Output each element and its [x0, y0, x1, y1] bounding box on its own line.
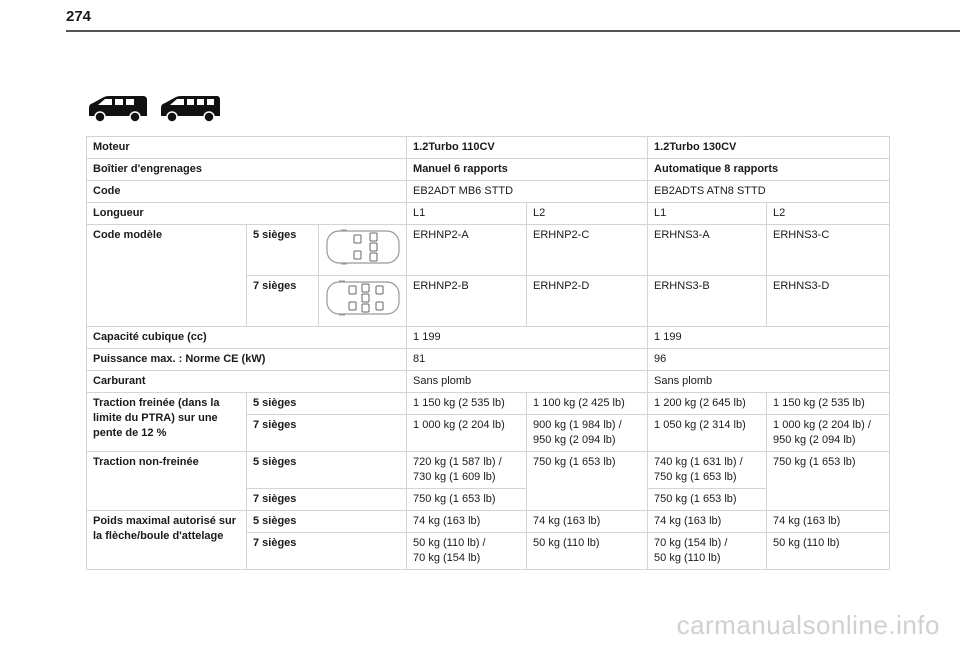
cell: 1 150 kg (2 535 lb) [407, 393, 527, 415]
cell: ERHNP2-B [407, 276, 527, 327]
cell: ERHNS3-B [648, 276, 767, 327]
cell: ERHNS3-A [648, 225, 767, 276]
van-long-icon [158, 94, 222, 124]
cell: Manuel 6 rapports [407, 159, 648, 181]
cell-line: 70 kg (154 lb) / [654, 537, 728, 549]
page-number: 274 [66, 8, 92, 25]
seat-layout-7-icon [325, 279, 401, 317]
row-poids-fleche-5 [87, 511, 890, 533]
row-label: Longueur [87, 203, 407, 225]
row-code [87, 181, 890, 203]
cell-line: 50 kg (110 lb) [654, 552, 721, 564]
cell-line: 950 kg (2 094 lb) [533, 434, 616, 446]
cell-line: 900 kg (1 984 lb) / [533, 419, 622, 431]
cell: 1 199 [648, 327, 890, 349]
cell: L1 [407, 203, 527, 225]
row-label: Puissance max. : Norme CE (kW) [87, 349, 407, 371]
cell: 750 kg (1 653 lb) [407, 489, 527, 511]
seat-label: 7 sièges [247, 415, 407, 452]
cell: ERHNS3-C [767, 225, 890, 276]
cell: 1 200 kg (2 645 lb) [648, 393, 767, 415]
row-label: Traction freinée (dans la limite du PTRA) sur une pente de 12 % [87, 393, 247, 452]
cell: 1.2Turbo 110CV [407, 137, 648, 159]
cell-line: 950 kg (2 094 lb) [773, 434, 856, 446]
cell: 74 kg (163 lb) [527, 511, 648, 533]
cell: L1 [648, 203, 767, 225]
row-label: Traction non-freinée [87, 452, 247, 511]
cell: 750 kg (1 653 lb) [648, 489, 767, 511]
cell: L2 [527, 203, 648, 225]
row-label: Moteur [87, 137, 407, 159]
cell: 74 kg (163 lb) [767, 511, 890, 533]
cell-line: 730 kg (1 609 lb) [413, 471, 496, 483]
seat-label: 7 sièges [247, 276, 319, 327]
cell: 74 kg (163 lb) [407, 511, 527, 533]
row-traction-freinee-5 [87, 393, 890, 415]
seat-label: 7 sièges [247, 489, 407, 511]
cell-line: 1 000 kg (2 204 lb) / [773, 419, 871, 431]
specification-table [86, 136, 890, 570]
row-label: Boîtier d'engrenages [87, 159, 407, 181]
row-traction-non-freinee-5 [87, 452, 890, 489]
cell: Sans plomb [407, 371, 648, 393]
row-label: Carburant [87, 371, 407, 393]
seat-label: 7 sièges [247, 533, 407, 570]
cell [648, 452, 767, 489]
seat-label: 5 sièges [247, 511, 407, 533]
seat-diagram [319, 225, 407, 276]
row-boitier [87, 159, 890, 181]
cell: 750 kg (1 653 lb) [767, 452, 890, 511]
cell: ERHNP2-C [527, 225, 648, 276]
row-label: Code modèle [87, 225, 247, 327]
row-moteur [87, 137, 890, 159]
cell: 96 [648, 349, 890, 371]
row-puissance [87, 349, 890, 371]
cell: Automatique 8 rapports [648, 159, 890, 181]
seat-label: 5 sièges [247, 393, 407, 415]
header-rule [66, 30, 960, 32]
cell: ERHNS3-D [767, 276, 890, 327]
cell: 750 kg (1 653 lb) [527, 452, 648, 511]
row-longueur [87, 203, 890, 225]
cell: EB2ADT MB6 STTD [407, 181, 648, 203]
cell: 1 150 kg (2 535 lb) [767, 393, 890, 415]
cell: ERHNP2-A [407, 225, 527, 276]
cell-line: 50 kg (110 lb) / [413, 537, 486, 549]
row-carburant [87, 371, 890, 393]
cell: 74 kg (163 lb) [648, 511, 767, 533]
cell-line: 720 kg (1 587 lb) / [413, 456, 502, 468]
cell-line: 70 kg (154 lb) [413, 552, 481, 564]
cell: 81 [407, 349, 648, 371]
cell [407, 533, 527, 570]
cell: 1 050 kg (2 314 lb) [648, 415, 767, 452]
cell: Sans plomb [648, 371, 890, 393]
cell: L2 [767, 203, 890, 225]
row-code-modele-5 [87, 225, 890, 276]
cell: EB2ADTS ATN8 STTD [648, 181, 890, 203]
row-label: Code [87, 181, 407, 203]
cell: 1 000 kg (2 204 lb) [407, 415, 527, 452]
seat-label: 5 sièges [247, 225, 319, 276]
seat-layout-5-icon [325, 228, 401, 266]
seat-label: 5 sièges [247, 452, 407, 489]
seat-diagram [319, 276, 407, 327]
cell: ERHNP2-D [527, 276, 648, 327]
cell-line: 750 kg (1 653 lb) [654, 471, 737, 483]
cell [407, 452, 527, 489]
watermark: carmanualsonline.info [676, 610, 940, 640]
vehicle-icons [86, 94, 222, 124]
cell-line: 740 kg (1 631 lb) / [654, 456, 743, 468]
cell: 1 199 [407, 327, 648, 349]
cell [767, 415, 890, 452]
van-short-icon [86, 94, 150, 124]
cell: 1.2Turbo 130CV [648, 137, 890, 159]
cell [527, 415, 648, 452]
cell: 50 kg (110 lb) [527, 533, 648, 570]
cell: 1 100 kg (2 425 lb) [527, 393, 648, 415]
cell [648, 533, 767, 570]
row-capacite [87, 327, 890, 349]
cell: 50 kg (110 lb) [767, 533, 890, 570]
row-label: Capacité cubique (cc) [87, 327, 407, 349]
row-label: Poids maximal autorisé sur la flèche/boule d'attelage [87, 511, 247, 570]
